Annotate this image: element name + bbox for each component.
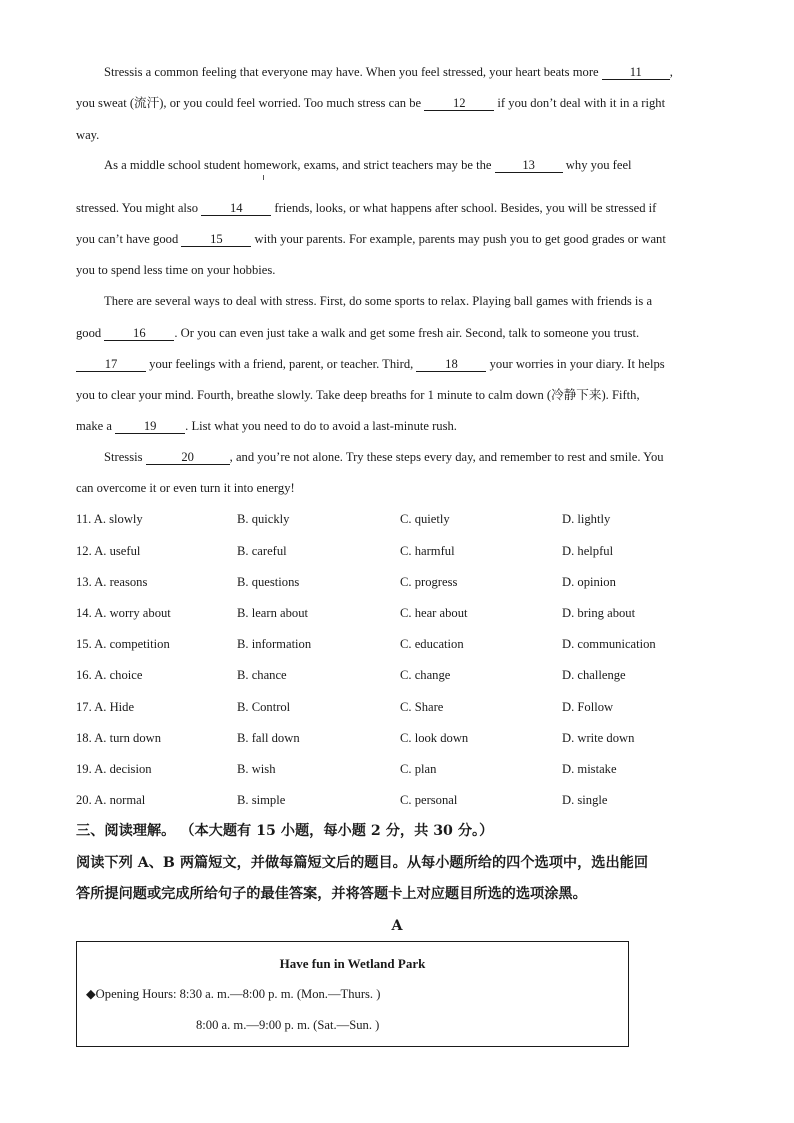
option-b: B. chance — [237, 668, 287, 682]
passage-line: There are several ways to deal with stress. First, do some sports to relax. Playing ball games with friends is a — [104, 294, 653, 308]
option-c: C. progress — [400, 575, 458, 589]
option-b: B. learn about — [237, 606, 308, 620]
instructions-line: 阅读下列 A、B 两篇短文，并做每篇短文后的题目。从每小题所给的四个选项中，选出能回 — [76, 855, 649, 871]
notice-title: Have fun in Wetland Park — [279, 956, 426, 971]
option-b: B. questions — [237, 575, 300, 589]
passage-line: Stressis 20 , and you’re not alone. Try these steps every day, and remember to rest and smile. You — [104, 450, 664, 464]
passage-line: As a middle school student homework, exams, and strict teachers may be the 13 why you feel — [104, 158, 632, 172]
blank-19: 19 — [115, 419, 185, 434]
option-a: 15. A. competition — [76, 637, 170, 651]
option-a: 18. A. turn down — [76, 731, 162, 745]
option-d: D. single — [562, 793, 608, 807]
option-row — [76, 605, 720, 621]
option-a: 11. A. slowly — [76, 512, 143, 526]
option-c: C. plan — [400, 762, 437, 776]
blank-11: 11 — [602, 65, 670, 80]
opening-hours-weekday: ◆Opening Hours: 8:30 a. m.—8:00 p. m. (Mon.—Thurs. ) — [86, 987, 381, 1001]
option-a: 16. A. choice — [76, 668, 143, 682]
option-b: B. fall down — [237, 731, 300, 745]
option-row — [76, 574, 720, 590]
option-c: C. change — [400, 668, 451, 682]
passage-line: 17 your feelings with a friend, parent, or teacher. Third, 18 your worries in your diary. It helps — [76, 356, 720, 372]
option-c: C. quietly — [400, 512, 450, 526]
option-b: B. quickly — [237, 512, 290, 526]
option-a: 20. A. normal — [76, 793, 146, 807]
option-b: B. wish — [237, 762, 276, 776]
passage-line: you can’t have good 15 with your parents. For example, parents may push you to get good grades or want — [76, 232, 666, 246]
option-row — [76, 543, 720, 559]
passage-line: you sweat (流汗), or you could feel worried. Too much stress can be 12 if you don’t deal with it in a right — [76, 96, 666, 110]
option-d: D. bring about — [562, 606, 636, 620]
option-row — [76, 730, 720, 746]
section-heading: 三、阅读理解。 （本大题有 15 小题，每小题 2 分，共 30 分。） — [76, 823, 494, 839]
option-d: D. write down — [562, 731, 635, 745]
option-d: D. Follow — [562, 700, 614, 714]
option-a: 14. A. worry about — [76, 606, 171, 620]
passage-line: make a 19 . List what you need to do to avoid a last-minute rush. — [76, 419, 457, 433]
option-d: D. challenge — [562, 668, 626, 682]
option-b: B. careful — [237, 544, 287, 558]
option-row — [76, 699, 720, 715]
option-d: D. helpful — [562, 544, 614, 558]
option-c: C. look down — [400, 731, 469, 745]
opening-hours-weekend: 8:00 a. m.—9:00 p. m. (Sat.—Sun. ) — [196, 1018, 380, 1032]
option-c: C. hear about — [400, 606, 468, 620]
option-a: 17. A. Hide — [76, 700, 135, 714]
instructions-line: 答所提问题或完成所给句子的最佳答案，并将答题卡上对应题目所选的选项涂黑。 — [76, 886, 587, 902]
passage-line: you to spend less time on your hobbies. — [76, 263, 276, 277]
passage-line: can overcome it or even turn it into energy! — [76, 481, 295, 495]
option-a: 12. A. useful — [76, 544, 141, 558]
option-c: C. education — [400, 637, 464, 651]
blank-18: 18 — [416, 357, 486, 372]
option-d: D. communication — [562, 637, 656, 651]
blank-16: 16 — [104, 326, 174, 341]
option-c: C. harmful — [400, 544, 455, 558]
option-row — [76, 667, 720, 683]
option-c: C. Share — [400, 700, 444, 714]
blank-15: 15 — [181, 232, 251, 247]
passage-line: stressed. You might also 14 friends, looks, or what happens after school. Besides, you will be stressed if — [76, 201, 657, 215]
option-row — [76, 511, 720, 527]
notice-box — [76, 941, 629, 1047]
option-a: 19. A. decision — [76, 762, 152, 776]
blank-17: 17 — [76, 357, 146, 372]
option-b: B. Control — [237, 700, 291, 714]
option-d: D. opinion — [562, 575, 616, 589]
option-row — [76, 761, 720, 777]
passage-line: good 16 . Or you can even just take a walk and get some fresh air. Second, talk to someone you trust. — [76, 326, 640, 340]
option-d: D. lightly — [562, 512, 611, 526]
option-a: 13. A. reasons — [76, 575, 148, 589]
option-b: B. simple — [237, 793, 286, 807]
passage-line: you to clear your mind. Fourth, breathe slowly. Take deep breaths for 1 minute to calm down (冷静下来). Fifth, — [76, 388, 640, 402]
blank-12: 12 — [424, 96, 494, 111]
blank-14: 14 — [201, 201, 271, 216]
stray-mark — [263, 175, 264, 180]
passage-line: Stressis a common feeling that everyone may have. When you feel stressed, your heart beats more 11 , — [104, 65, 673, 79]
part-label: A — [391, 918, 403, 934]
option-d: D. mistake — [562, 762, 617, 776]
option-row — [76, 636, 720, 652]
blank-20: 20 — [146, 450, 230, 465]
option-b: B. information — [237, 637, 312, 651]
blank-13: 13 — [495, 158, 563, 173]
passage-line: way. — [76, 128, 100, 142]
option-row — [76, 792, 720, 808]
option-c: C. personal — [400, 793, 458, 807]
